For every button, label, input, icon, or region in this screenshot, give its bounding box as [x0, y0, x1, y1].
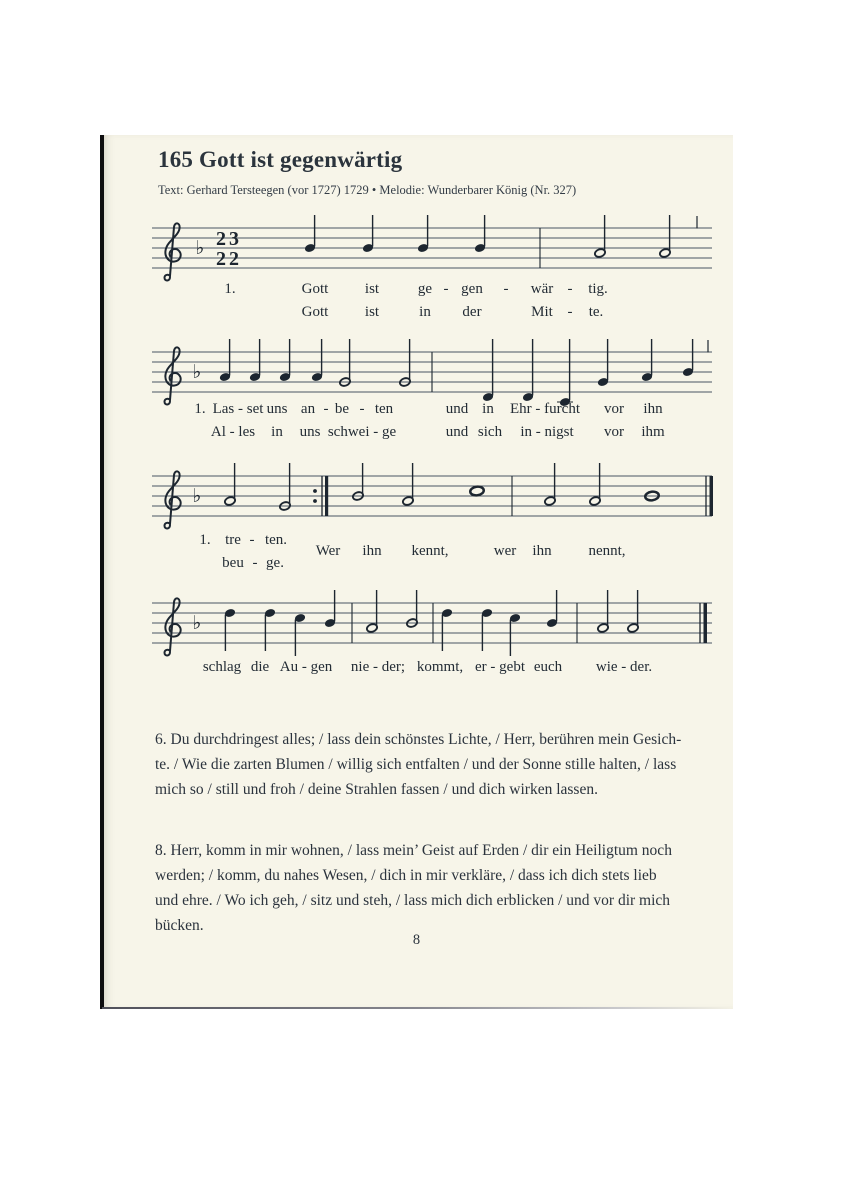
lyric-word: - — [359, 401, 365, 417]
lyric-word: uns — [266, 401, 288, 417]
stanza-line: te. / Wie die zarten Blumen / willig sich entfalten / und der Sonne stille halten, / lass — [155, 756, 677, 773]
lyric-word: in - nigst — [520, 424, 574, 440]
lyric-word: - — [567, 304, 573, 320]
repeat-dot — [313, 499, 317, 503]
lyric-word: - — [443, 281, 449, 297]
flat-sign-icon: ♭ — [192, 361, 202, 383]
flat-sign-icon: ♭ — [192, 485, 202, 507]
lyric-word: uns — [299, 424, 321, 440]
flat-sign-icon: ♭ — [195, 237, 205, 259]
stanza-line: 6. Du durchdringest alles; / lass dein schönstes Lichte, / Herr, berühren mein Gesich- — [155, 731, 682, 748]
lyric-word: ten — [374, 401, 394, 417]
lyric-word: an — [300, 401, 316, 417]
lyric-word: ihn — [362, 543, 382, 559]
treble-clef-icon — [165, 598, 181, 655]
page-bottom-edge — [102, 1007, 732, 1009]
stanza-line: werden; / komm, du nahes Wesen, / dich in mir verkläre, / dass ich dich stets lieb — [155, 867, 657, 884]
lyric-word: euch — [533, 659, 563, 675]
flat-sign-icon: ♭ — [192, 612, 202, 634]
stanza-line: bücken. — [155, 917, 204, 934]
repeat-dot — [313, 489, 317, 493]
lyric-word: - — [249, 532, 255, 548]
lyric-word: ten. — [264, 532, 288, 548]
lyric-word: - — [567, 281, 573, 297]
lyric-word: und — [445, 424, 469, 440]
lyric-word: 1. — [199, 532, 211, 548]
lyric-word: nennt, — [588, 543, 626, 559]
treble-clef-icon — [165, 223, 181, 280]
lyric-word: er - gebt — [475, 659, 525, 675]
lyric-word: - — [323, 401, 329, 417]
page — [100, 135, 733, 1009]
lyric-word: ge. — [266, 555, 284, 571]
lyric-word: Las - set — [212, 401, 264, 417]
lyric-word: der — [462, 304, 482, 320]
lyric-word: und — [445, 401, 469, 417]
hymn-credits: Text: Gerhard Tersteegen (vor 1727) 1729 • Melodie: Wunderbarer König (Nr. 327) — [158, 183, 577, 197]
lyric-word: wer — [493, 543, 517, 559]
repeat-barline-thick — [325, 476, 328, 516]
lyric-word: nie - der; — [350, 659, 406, 675]
lyric-word: be — [334, 401, 350, 417]
lyric-word: beu — [222, 555, 244, 571]
staff-system-4 — [100, 585, 733, 665]
lyric-word: wie - der. — [595, 659, 653, 675]
stanza-8 — [155, 838, 672, 938]
treble-clef-icon — [165, 347, 181, 404]
time-signature: 23 — [216, 228, 242, 250]
lyric-word: Mit — [531, 304, 553, 320]
stanza-line: und ehre. / Wo ich geh, / sitz und steh, / lass mich dich erblicken / und vor dir mich — [155, 892, 671, 909]
lyric-word: tre — [225, 532, 241, 548]
stanza-line: mich so / still und froh / deine Strahlen fassen / und dich wirken lassen. — [155, 781, 598, 798]
lyric-word: schwei - ge — [327, 424, 397, 440]
lyric-word: gen — [461, 281, 483, 297]
lyric-word: kennt, — [411, 543, 449, 559]
lyric-word: 1. — [194, 401, 206, 417]
page-number: 8 — [412, 932, 421, 948]
time-signature: 22 — [216, 248, 242, 270]
lyric-word: in — [271, 424, 283, 440]
lyric-word: tig. — [588, 281, 608, 297]
final-barline-thick — [710, 476, 714, 516]
lyric-word: Gott — [301, 281, 329, 297]
lyric-word: Al - les — [210, 424, 256, 440]
treble-clef-icon — [165, 471, 181, 528]
lyric-word: in — [419, 304, 431, 320]
lyric-word: ihn — [643, 401, 663, 417]
whole-note — [470, 486, 485, 496]
lyric-word: - — [252, 555, 258, 571]
lyric-word: Gott — [301, 304, 329, 320]
stanza-line: 8. Herr, komm in mir wohnen, / lass mein’ Geist auf Erden / dir ein Heiligtum noch — [155, 842, 672, 859]
lyric-word: Ehr - furcht — [510, 401, 580, 417]
lyric-word: ist — [364, 304, 380, 320]
lyric-word: kommt, — [416, 659, 464, 675]
lyric-word: sich — [477, 424, 503, 440]
final-barline-thick — [704, 603, 708, 643]
lyric-word: ihm — [641, 424, 665, 440]
lyric-word: 1. — [224, 281, 236, 297]
lyric-word: wär — [530, 281, 554, 297]
lyric-word: ge — [417, 281, 433, 297]
lyric-word: Au - gen — [279, 659, 333, 675]
staff-system-3 — [100, 458, 733, 538]
lyric-word: ist — [364, 281, 380, 297]
lyric-word: die — [250, 659, 270, 675]
hymn-title: 165 Gott ist gegenwärtig — [158, 147, 403, 172]
lyric-word: in — [482, 401, 494, 417]
lyric-word: ihn — [532, 543, 552, 559]
lyric-word: te. — [588, 304, 604, 320]
staff-system-1 — [100, 210, 733, 290]
stanza-6 — [155, 727, 681, 802]
lyric-word: Wer — [315, 543, 341, 559]
lyric-word: vor — [604, 424, 624, 440]
lyric-word: schlag — [202, 659, 242, 675]
lyric-word: - — [503, 281, 509, 297]
lyric-word: vor — [604, 401, 624, 417]
